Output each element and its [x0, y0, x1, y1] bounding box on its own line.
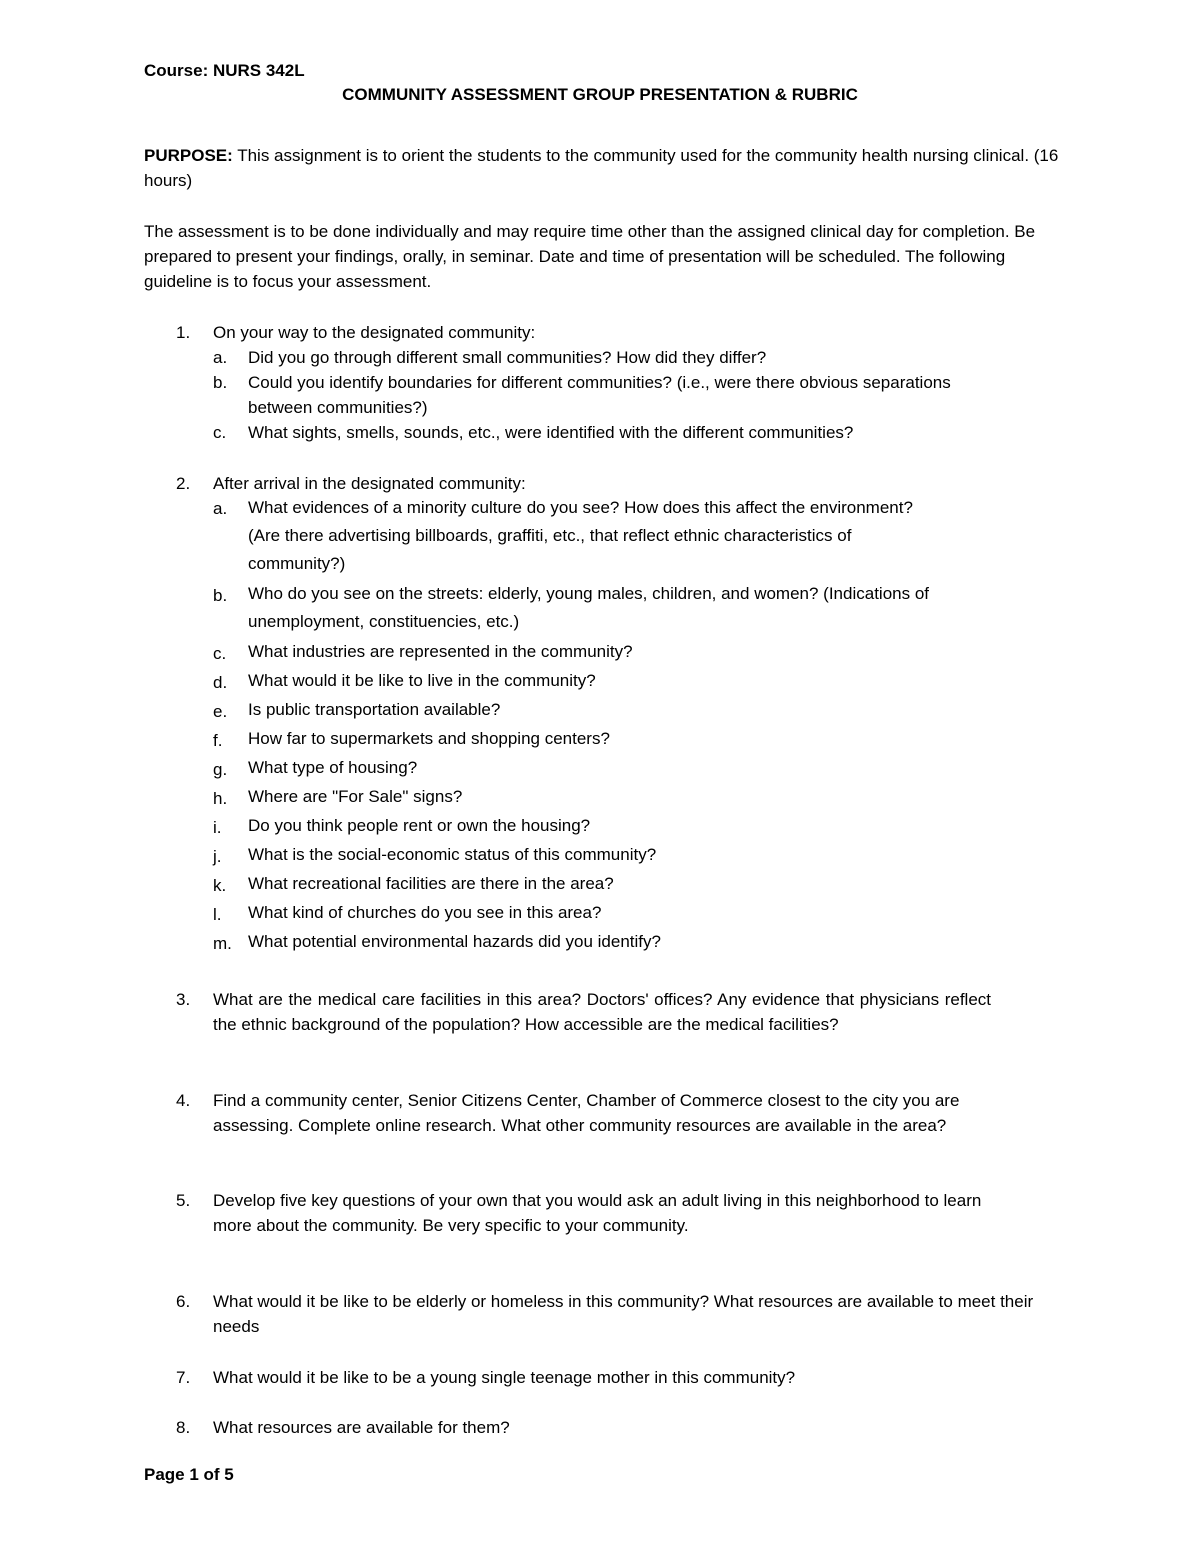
sub-item-letter: b. [213, 586, 228, 605]
sub-item-text: What industries are represented in the community? [248, 642, 633, 661]
sub-item-letter: j. [213, 847, 222, 866]
sub-item-text: What recreational facilities are there in the area? [248, 874, 614, 893]
sub-item-letter: c. [213, 423, 227, 442]
sub-item-text: What is the social-economic status of this community? [248, 845, 657, 864]
sub-item-text: Do you think people rent or own the housing? [248, 816, 591, 835]
item-number: 7. [176, 1368, 191, 1387]
sub-item-letter: a. [213, 499, 228, 518]
intro-paragraph: The assessment is to be done individually and may require time other than the assigned clinical day for completion. Be prepared to present your findings, orally, in seminar. Date and time of presentation will be scheduled. The following guideline is to focus your assessment. [144, 222, 1036, 291]
sub-item-text: What kind of churches do you see in this area? [248, 903, 602, 922]
sub-item-text: How far to supermarkets and shopping centers? [248, 729, 610, 748]
sub-item-letter: h. [213, 789, 228, 808]
purpose-text: This assignment is to orient the students to the community used for the community health nursing clinical. (16 hours) [144, 146, 1059, 190]
sub-item-text: What would it be like to live in the community? [248, 671, 596, 690]
item-number: 1. [176, 323, 191, 342]
item-number: 4. [176, 1091, 191, 1110]
sub-item-text: What type of housing? [248, 758, 418, 777]
sub-item-text: Where are "For Sale" signs? [248, 787, 463, 806]
item-text: What would it be like to be elderly or homeless in this community? What resources are available to meet their needs [213, 1292, 1034, 1336]
course-label: Course: NURS 342L [144, 61, 305, 80]
purpose-paragraph [144, 143, 1064, 193]
item-text: After arrival in the designated community: [213, 474, 526, 493]
item-number: 5. [176, 1191, 191, 1210]
sub-item-letter: m. [213, 934, 232, 953]
sub-item-letter: c. [213, 644, 227, 663]
item-number: 6. [176, 1292, 191, 1311]
sub-item-text: Did you go through different small communities? How did they differ? [248, 348, 767, 367]
sub-item-text: What potential environmental hazards did you identify? [248, 932, 661, 951]
sub-item-text: Could you identify boundaries for different communities? (i.e., were there obvious separations between communities?) [248, 373, 951, 417]
page-number: Page 1 of 5 [144, 1465, 234, 1484]
item-text: Find a community center, Senior Citizens Center, Chamber of Commerce closest to the city you are assessing. Complete online research. What other community resources are available in the area? [213, 1091, 960, 1135]
item-text: On your way to the designated community: [213, 323, 536, 342]
sub-item-text: What sights, smells, sounds, etc., were identified with the different communities? [248, 423, 854, 442]
item-text: What resources are available for them? [213, 1418, 510, 1437]
sub-item-text: Who do you see on the streets: elderly, young males, children, and women? (Indications of unemployment, constituencies, etc.) [248, 584, 930, 631]
item-number: 8. [176, 1418, 191, 1437]
sub-item-letter: a. [213, 348, 228, 367]
sub-item-letter: f. [213, 731, 223, 750]
sub-item-letter: l. [213, 905, 222, 924]
item-text: What are the medical care facilities in this area? Doctors' offices? Any evidence that physicians reflect the ethnic background of the population? How accessible are the medical facilities? [213, 990, 991, 1034]
sub-item-text: What evidences of a minority culture do you see? How does this affect the environment? (Are there advertising billboards, graffiti, etc., that reflect ethnic characteristics of community?) [248, 498, 913, 573]
sub-item-letter: i. [213, 818, 222, 837]
purpose-label: PURPOSE: [144, 146, 233, 165]
item-text: Develop five key questions of your own that you would ask an adult living in this neighborhood to learn more about the community. Be very specific to your community. [213, 1191, 982, 1235]
sub-item-letter: g. [213, 760, 228, 779]
sub-item-letter: k. [213, 876, 227, 895]
item-number: 3. [176, 990, 191, 1009]
sub-item-text: Is public transportation available? [248, 700, 501, 719]
sub-item-letter: d. [213, 673, 228, 692]
item-text: What would it be like to be a young single teenage mother in this community? [213, 1368, 796, 1387]
sub-item-letter: b. [213, 373, 228, 392]
document-title: COMMUNITY ASSESSMENT GROUP PRESENTATION & RUBRIC [342, 85, 858, 104]
item-number: 2. [176, 474, 191, 493]
sub-item-letter: e. [213, 702, 228, 721]
